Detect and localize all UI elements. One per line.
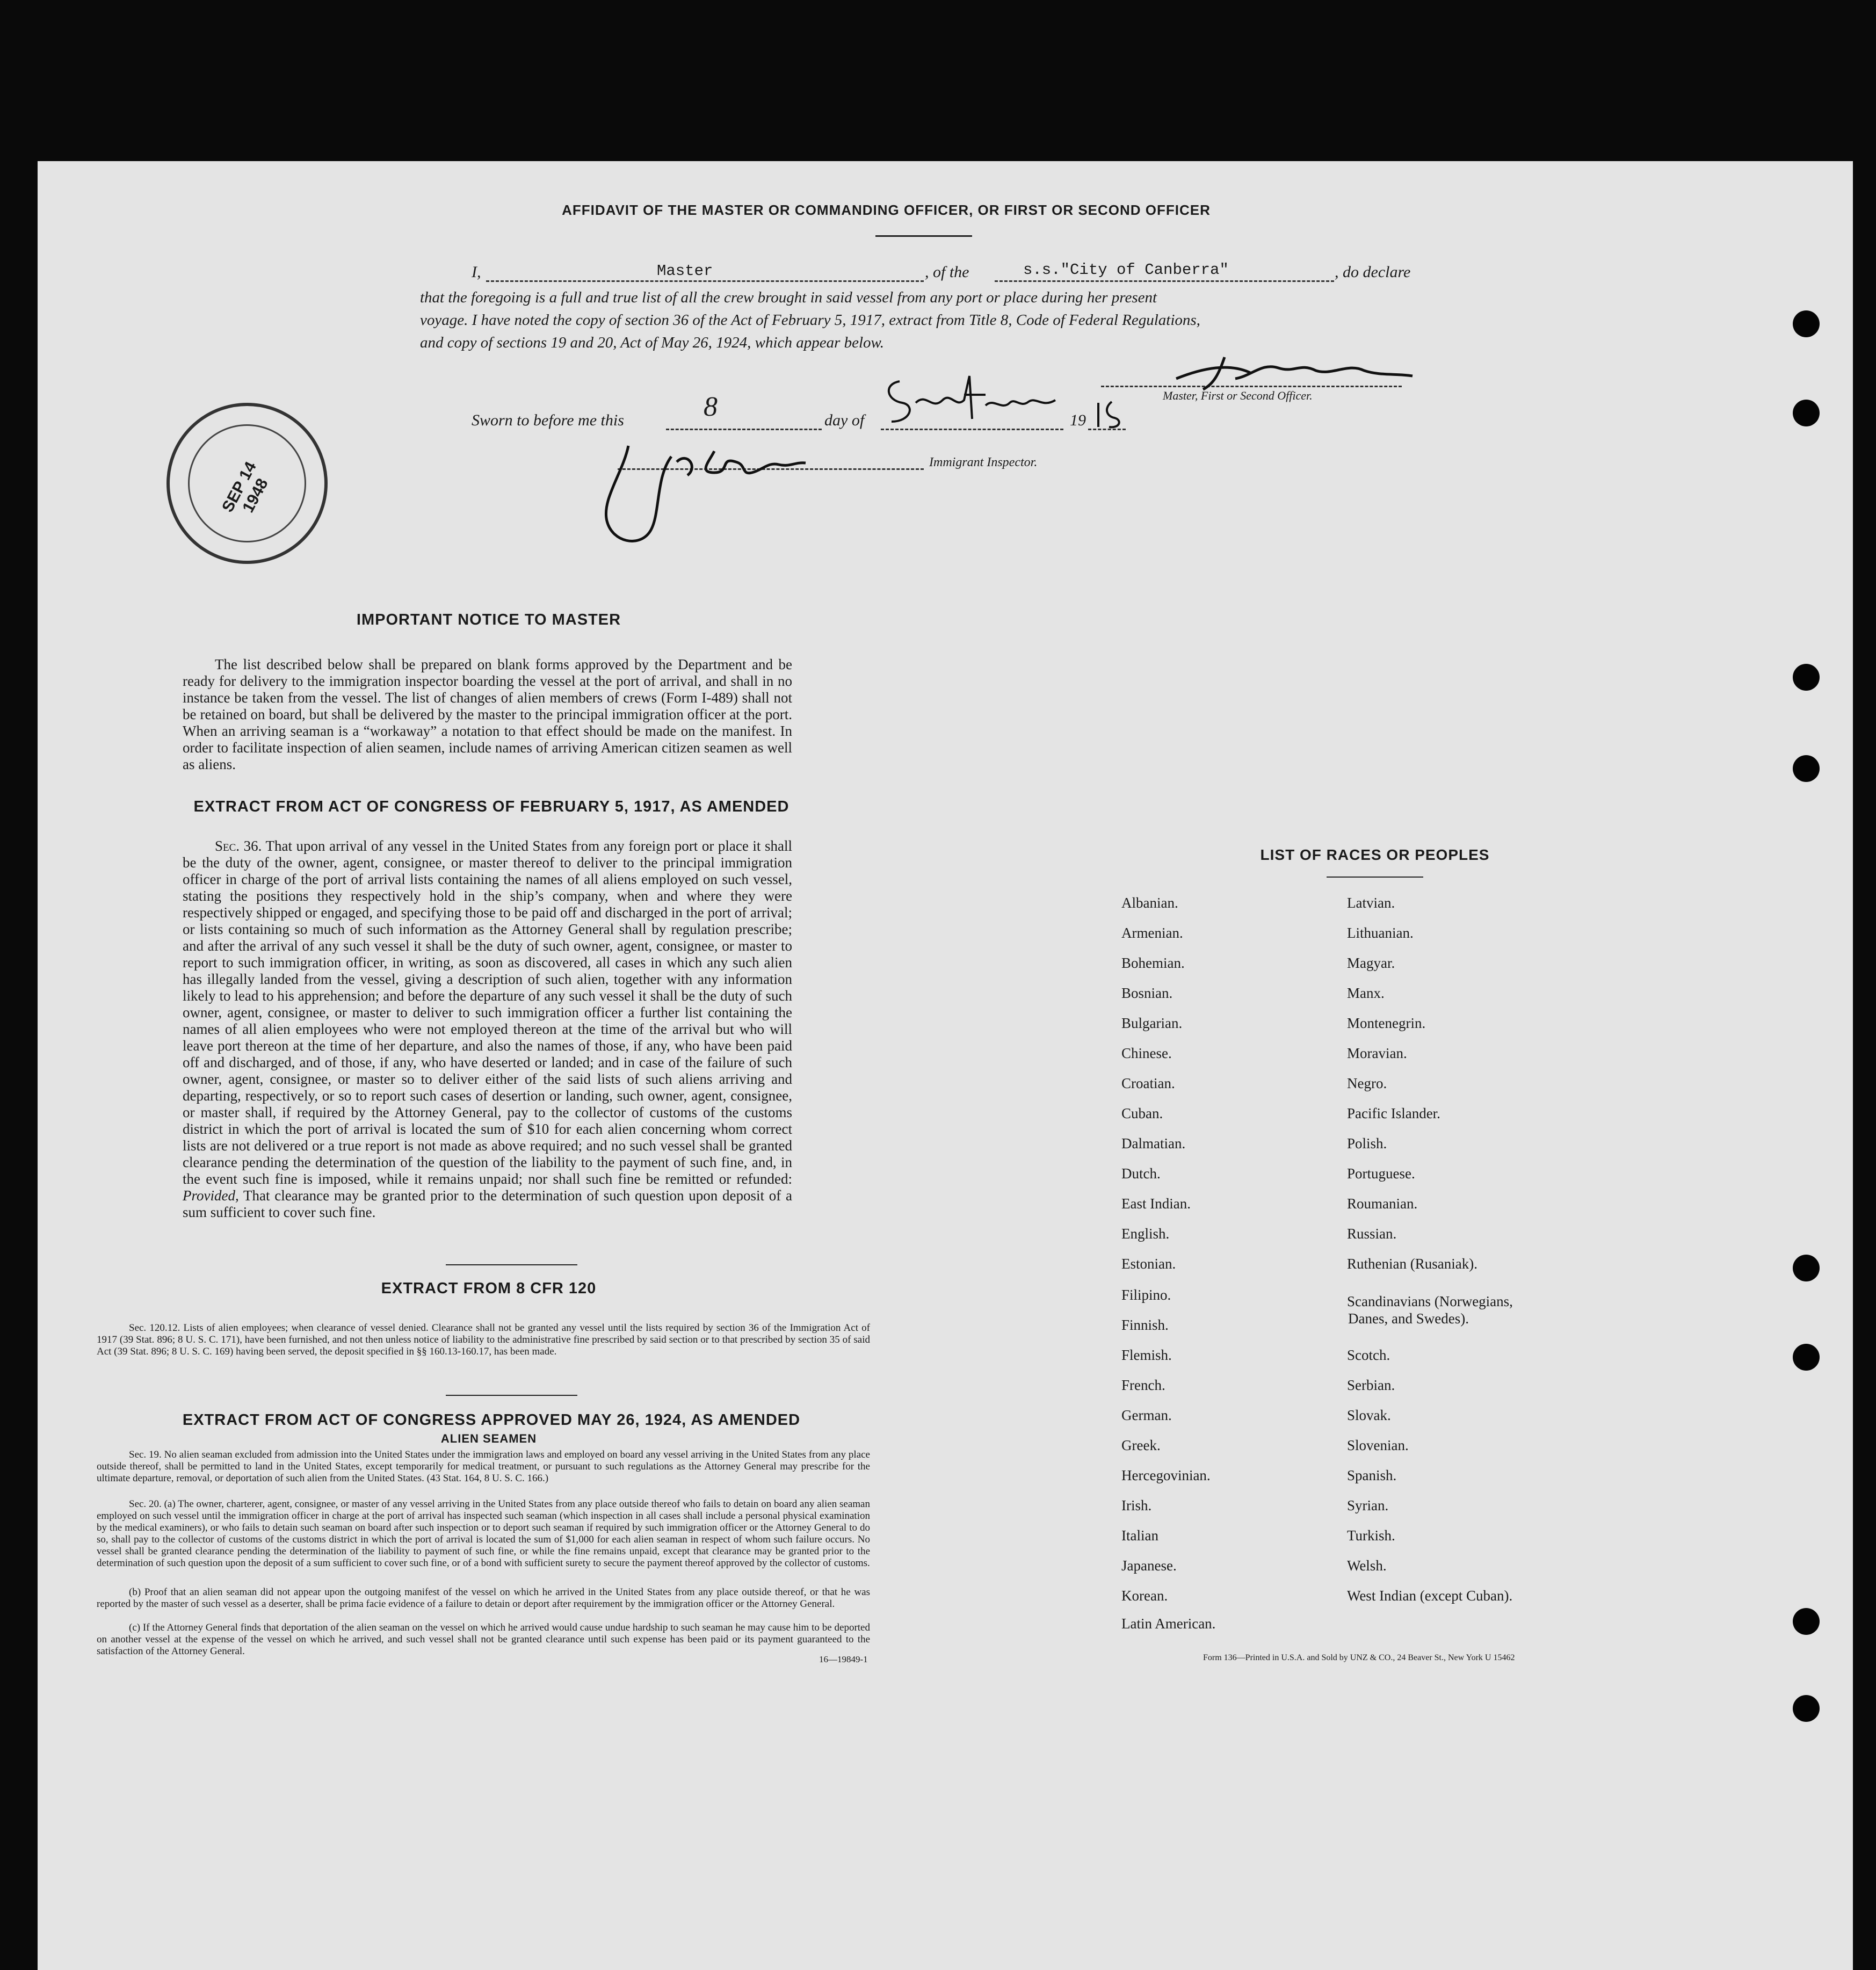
race-item: Bosnian. [1121, 985, 1173, 1001]
extract-1924-sec20b: (b) Proof that an alien seaman did not appear upon the outgoing manifest of the vessel on which he arrived in the United States from any place outside thereof, or that he was reported by the master of such vessel as a deserter, shall be prima facie evidence of a failure to detain or deport after requirement by the immigration officer or the Attorney General. [97, 1587, 870, 1610]
proviso-label: Provided, [183, 1187, 239, 1204]
binder-hole [1793, 1255, 1820, 1281]
race-item: Dutch. [1121, 1165, 1161, 1182]
race-item: Syrian. [1347, 1497, 1389, 1513]
race-item: Dalmatian. [1121, 1135, 1186, 1151]
race-item: Croatian. [1121, 1075, 1175, 1091]
notice-body: The list described below shall be prepared on blank forms approved by the Department and be ready for delivery to the immigration inspector boarding the vessel at the port of arrival, and shall in no instance be taken from the vessel. The list of changes of alien members of crews (Form I-489) shall not be retained on board, but shall be delivered by the master to the principal immigration officer at the port. When an arriving seaman is a “workaway” a notation to that effect should be made on the manifest. In order to facilitate inspection of alien seamen, include names of arriving American citizen seamen as well as aliens. [183, 656, 792, 772]
binder-hole [1793, 1344, 1820, 1371]
inspector-caption: Immigrant Inspector. [929, 455, 1038, 469]
race-item: Serbian. [1347, 1377, 1395, 1393]
race-item: Slovenian. [1347, 1437, 1409, 1453]
race-item: Lithuanian. [1347, 925, 1414, 941]
race-item: Latin American. [1121, 1616, 1216, 1632]
vessel-field-line [995, 280, 1334, 282]
vessel-field[interactable]: s.s."City of Canberra" [1023, 261, 1229, 279]
extract-1917-body [183, 838, 792, 1221]
master-signature [1171, 346, 1418, 395]
section-label: Sec. 36. [215, 838, 262, 854]
race-item: Montenegrin. [1347, 1015, 1426, 1031]
divider-rule [446, 1395, 577, 1396]
race-item: Welsh. [1347, 1558, 1387, 1574]
extract-1917-title: EXTRACT FROM ACT OF CONGRESS OF FEBRUARY 5, 1917, AS AMENDED [193, 798, 789, 815]
race-item: Ruthenian (Rusaniak). [1347, 1256, 1477, 1272]
extract-1924-subtitle: ALIEN SEAMEN [440, 1432, 537, 1445]
day-label: day of [824, 411, 865, 429]
race-item: Bulgarian. [1121, 1015, 1183, 1031]
race-item: Estonian. [1121, 1256, 1176, 1272]
race-item: Cuban. [1121, 1105, 1163, 1121]
race-item: Polish. [1347, 1135, 1387, 1151]
stamp-date: SEP 14 1948 [219, 459, 272, 516]
year-handwriting[interactable] [1090, 397, 1128, 430]
race-item: French. [1121, 1377, 1165, 1393]
sworn-label: Sworn to before me this [472, 411, 624, 429]
races-title: LIST OF RACES OR PEOPLES [1260, 846, 1490, 863]
officer-field[interactable]: Master [657, 262, 713, 280]
race-item: Greek. [1121, 1437, 1161, 1453]
binder-hole [1793, 1608, 1820, 1635]
binder-hole [1793, 400, 1820, 426]
of-the-label: , of the [925, 263, 969, 281]
title-rule [875, 235, 972, 237]
i-label: I, [472, 263, 481, 281]
binder-hole [1793, 310, 1820, 337]
race-item: Korean. [1121, 1588, 1168, 1604]
race-item: Finnish. [1121, 1317, 1169, 1333]
race-item: German. [1121, 1407, 1172, 1423]
affidavit-title: AFFIDAVIT OF THE MASTER OR COMMANDING OFFICER, OR FIRST OR SECOND OFFICER [562, 202, 1211, 218]
declaration-line-1: that the foregoing is a full and true list of all the crew brought in said vessel from any port or place during her present [420, 289, 1157, 306]
race-item: Latvian. [1347, 895, 1395, 911]
binder-hole [1793, 755, 1820, 782]
race-item: Hercegovinian. [1121, 1467, 1211, 1483]
divider-rule [446, 1264, 577, 1265]
race-item: Manx. [1347, 985, 1385, 1001]
race-item: Albanian. [1121, 895, 1178, 911]
extract-1924-sec19: Sec. 19. No alien seaman excluded from admission into the United States under the immigration laws and employed on board any vessel arriving in the United States from any place outside thereof, shall be permitted to land in the United States, except temporarily for medical treatment, or pursuant to such regulations as the Attorney General may prescribe for the ultimate departure, removal, or deportation of such alien from the United States. (43 Stat. 164, 8 U. S. C. 166.) [97, 1449, 870, 1484]
form-code: 16—19849-1 [819, 1654, 868, 1664]
extract-1924-title: EXTRACT FROM ACT OF CONGRESS APPROVED MAY 26, 1924, AS AMENDED [182, 1411, 801, 1429]
cfr-body: Sec. 120.12. Lists of alien employees; when clearance of vessel denied. Clearance shall not be granted any vessel until the lists required by section 36 of the Immigration Act of 1917 (39 Stat. 896; 8 U. S. C. 171), have been furnished, and not then unless notice of liability to the administrative fine prescribed by said section or to that prescribed by section 35 of said Act (39 Stat. 896; 8 U. S. C. 169) having been served, the deposit specified in §§ 160.13-160.17, has been made. [97, 1322, 870, 1357]
race-item: Pacific Islander. [1347, 1105, 1440, 1121]
race-item: Moravian. [1347, 1045, 1407, 1061]
race-item: Russian. [1347, 1226, 1397, 1242]
extract-1924-sec20a: Sec. 20. (a) The owner, charterer, agent, consignee, or master of any vessel arriving in the United States from any place outside thereof who fails to detain on board any alien seaman employed on such vessel until the immigration officer in charge at the port of arrival has inspected such seaman (which inspection in all cases shall include a personal physical examination by the medical examiners), or who fails to detain such seaman on board after such inspection or to deport such seaman if required by such immigration officer or the Attorney General to do so, shall pay to the collector of customs of the customs district in which the port of arrival is located the sum of $1,000 for each alien seaman in respect of whom such failure occurs. No vessel shall be granted clearance pending the determination of the liability to payment of such fine, or while the fine remains unpaid, except that clearance may be granted prior to the determination of such question upon the deposit of a sum sufficient to cover such fine, or of a bond with sufficient surety to secure the payment thereof approved by the collector of customs. [97, 1498, 870, 1569]
race-item: Turkish. [1347, 1527, 1395, 1544]
race-item: Spanish. [1347, 1467, 1397, 1483]
race-item: Chinese. [1121, 1045, 1172, 1061]
race-item: Magyar. [1347, 955, 1395, 971]
race-item: Roumanian. [1347, 1196, 1418, 1212]
year-prefix: 19 [1070, 411, 1086, 429]
master-caption: Master, First or Second Officer. [1163, 389, 1313, 402]
month-handwriting[interactable] [878, 371, 1061, 430]
inspector-signature [591, 430, 816, 553]
race-item: Armenian. [1121, 925, 1183, 941]
binder-hole [1793, 664, 1820, 691]
race-item: Scandinavians (Norwegians, [1347, 1293, 1513, 1309]
notice-title: IMPORTANT NOTICE TO MASTER [356, 611, 621, 628]
section-text: That upon arrival of any vessel in the United States from any foreign port or place it shall be the duty of the owner, agent, consignee, or master thereof to deliver to the principal immigration officer in charge of the port of arrival lists containing the names of all aliens employed on such vessel, stating the positions they respectively hold in the ship’s company, when and where they were respectively shipped or engaged, and specifying those to be paid off and discharged in the port of arrival; or lists containing so much of such information as the Attorney General shall by regulation prescribe; and after the arrival of any such vessel it shall be the duty of such owner, agent, consignee, or master to report to such immigration officer, in writing, as soon as discovered, all cases in which any such alien has illegally landed from the vessel, giving a description of such alien, together with any information likely to lead to his apprehension; and before the departure of any such vessel it shall be the duty of such owner, agent, consignee, or master to deliver to such immigration officer a further list containing the names of all alien employees who were not employed thereon at the time of the arrival but who will leave port thereon at the time of her departure, and also the names of those, if any, who have been paid off and discharged, and of those, if any, who have deserted or landed; and in case of the failure of such owner, agent, consignee, or master so to deliver either of the said lists of such aliens arriving and departing, respectively, or so to report such cases of desertion or landing, such owner, agent, consignee, or master shall, if required by the Attorney General, pay to the collector of customs of the customs district in which the port of arrival is located the sum of $10 for each alien concerning whom correct lists are not delivered or a true report is not made as above required; and no such vessel shall be granted clearance pending the determination of the question of the liability to the payment of such fine, and, in the event such fine is imposed, while it remains unpaid; nor shall such fine be remitted or refunded: [183, 838, 792, 1187]
race-item: Irish. [1121, 1497, 1152, 1513]
declare-label: , do declare [1335, 263, 1411, 281]
race-item: Danes, and Swedes). [1348, 1310, 1469, 1327]
date-stamp [166, 403, 328, 564]
race-item: Filipino. [1121, 1287, 1171, 1303]
race-item: Flemish. [1121, 1347, 1172, 1363]
day-field[interactable]: 8 [704, 392, 718, 422]
race-item: Japanese. [1121, 1558, 1177, 1574]
declaration-line-2: voyage. I have noted the copy of section 36 of the Act of February 5, 1917, extract from Title 8, Code of Federal Regulations, [420, 312, 1200, 329]
race-item: Negro. [1347, 1075, 1387, 1091]
races-title-rule [1327, 877, 1423, 878]
race-item: Bohemian. [1121, 955, 1185, 971]
race-item: Scotch. [1347, 1347, 1390, 1363]
race-item: Slovak. [1347, 1407, 1391, 1423]
race-item: Italian [1121, 1527, 1158, 1544]
printer-footer: Form 136—Printed in U.S.A. and Sold by UNZ & CO., 24 Beaver St., New York U 15462 [1203, 1653, 1515, 1662]
race-item: English. [1121, 1226, 1170, 1242]
race-item: East Indian. [1121, 1196, 1191, 1212]
binder-hole [1793, 1695, 1820, 1722]
race-item: West Indian (except Cuban). [1347, 1588, 1513, 1604]
race-item: Portuguese. [1347, 1165, 1415, 1182]
declaration-line-3: and copy of sections 19 and 20, Act of May 26, 1924, which appear below. [420, 334, 884, 351]
officer-field-line [486, 280, 924, 282]
extract-1924-sec20c: (c) If the Attorney General finds that deportation of the alien seaman on the vessel on which he arrived would cause undue hardship to such seaman he may cause him to be deported on another vessel at the expense of the vessel on which he arrived, and such vessel shall not be granted clearance until such expense has been paid or its payment guaranteed to the satisfaction of the Attorney General. [97, 1622, 870, 1657]
cfr-title: EXTRACT FROM 8 CFR 120 [381, 1280, 597, 1297]
proviso-text: That clearance may be granted prior to the determination of such question upon deposit of a sum sufficient to cover such fine. [183, 1187, 793, 1220]
